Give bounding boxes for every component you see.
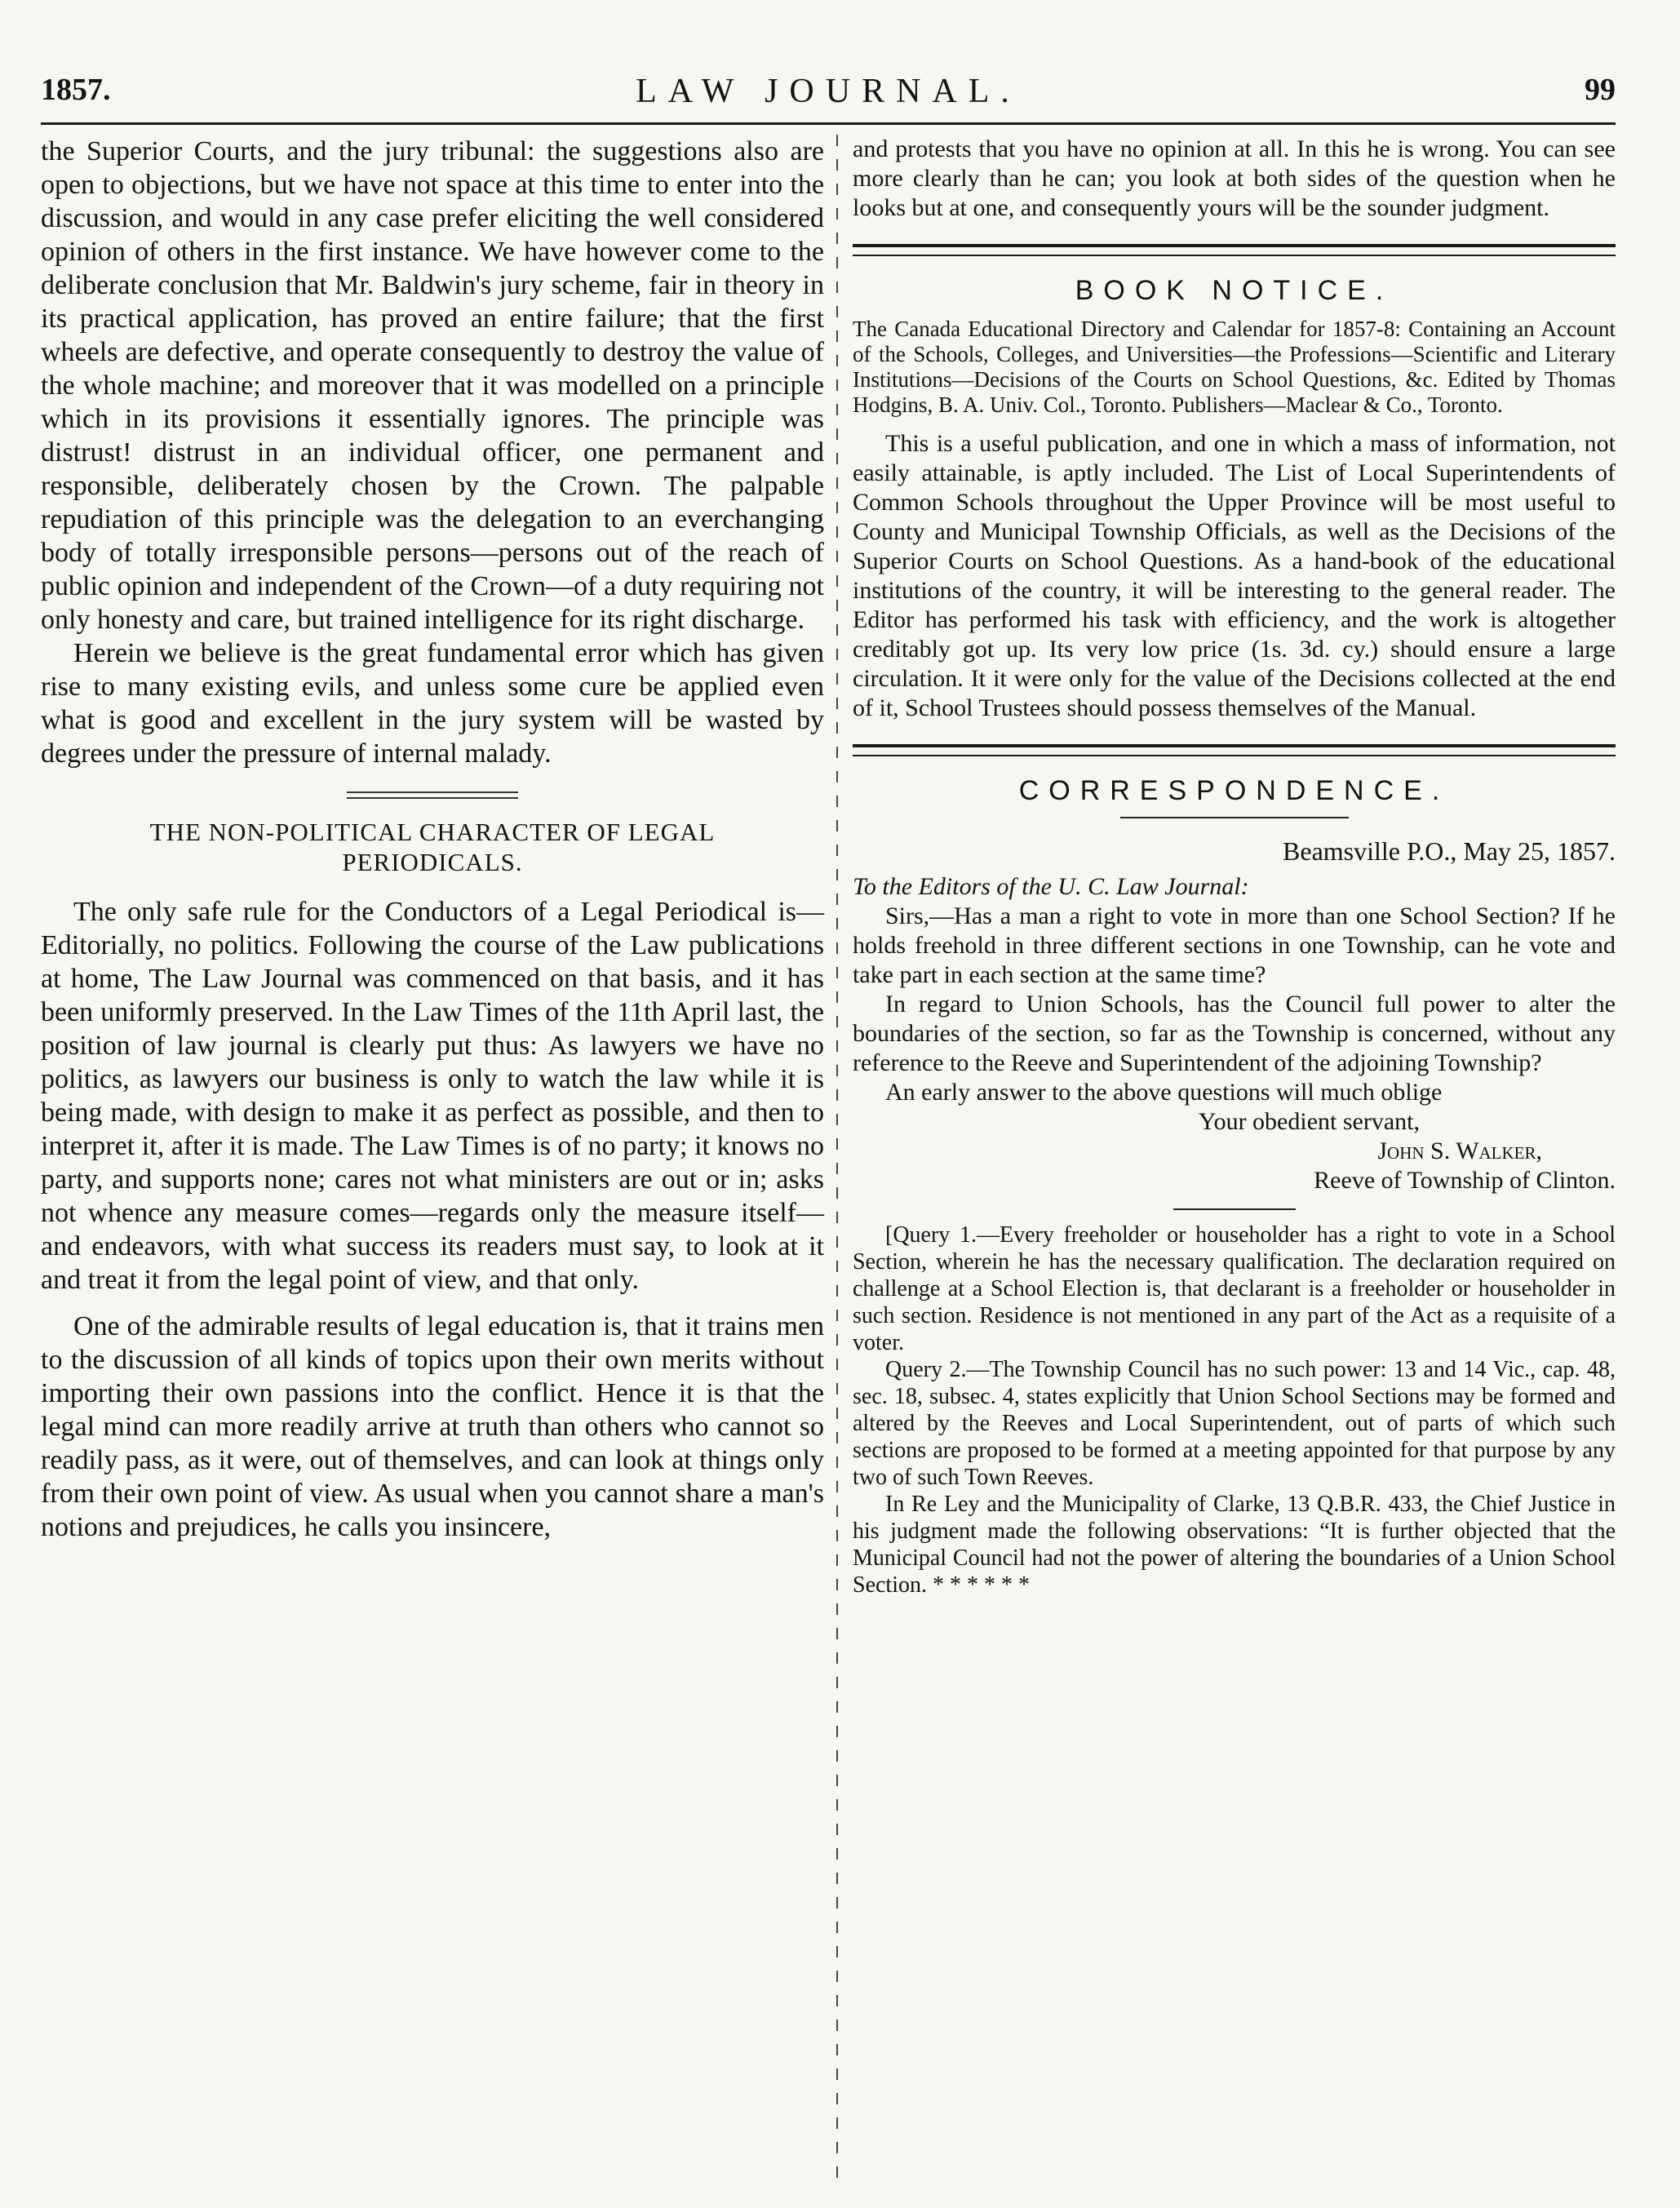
letter-question-1: Sirs,—Has a man a right to vote in more than one School Section? If he holds freehold in three different sections in one Township, can he vote and take part in each section at the same time? bbox=[853, 902, 1616, 988]
letter-dateline: Beamsville P.O., May 25, 1857. bbox=[1283, 836, 1616, 866]
book-review: This is a useful publication, and one in which a mass of information, not easily attainable, is aptly included. The List of Local Superintendents of Common Schools throughout the Upper Province will be most useful to County and Municipal Township Officials, as well as the Decisions of the Superior Courts on School Questions. As a hand-book of the educational institutions of the country, it will be interesting to the general reader. The Editor has performed his task with efficiency, and the work is altogether creditably got up. Its very low price (1s. 3d. cy.) should ensure a large circulation. It it were only for the value of the Decisions collected at the end of it, School Trustees should possess themselves of the Manual. bbox=[853, 430, 1616, 721]
continuation-paragraph: and protests that you have no opinion at all. In this he is wrong. You can see more clearly than he can; you look at both sides of the question when he looks but at one, and consequently yours will be the sounder judgment. bbox=[853, 135, 1616, 221]
book-reference: The Canada Educational Directory and Calendar for 1857-8: Containing an Account of the Schools, Colleges, and Universities—the Professions—Scientific and Literary Institutions—Decisions of the Courts on School Questions, &c. Edited by Thomas Hodgins, B. A. Univ. Col., Toronto. Publishers—Maclear & Co., Toronto. bbox=[853, 317, 1616, 417]
header-title: LAW JOURNAL. bbox=[636, 73, 1021, 110]
header-year: 1857. bbox=[41, 73, 111, 107]
signer-name: John S. Walker, bbox=[1377, 1137, 1542, 1164]
editor-reply-query-2: Query 2.—The Township Council has no such power: 13 and 14 Vic., cap. 48, sec. 18, subsec. 4, states explicitly that Union School Sections may be formed and altered by the Reeves and Local Superintendent, out of parts of which such sections are proposed to be formed at a meeting appointed for that purpose by any two of such Town Reeves. bbox=[853, 1357, 1616, 1490]
running-header bbox=[41, 72, 1616, 121]
left-column bbox=[41, 135, 824, 1544]
editor-reply-case-citation: In Re Ley and the Municipality of Clarke, 13 Q.B.R. 433, the Chief Justice in his judgment made the following observations: “It is further objected that the Municipal Council had not the power of altering the boundaries of a Union School Section. * * * * * * bbox=[853, 1492, 1616, 1598]
article-title: THE NON-POLITICAL CHARACTER OF LEGAL PERIODICALS. bbox=[149, 818, 716, 876]
book-notice-heading: BOOK NOTICE. bbox=[1075, 275, 1394, 306]
column-divider bbox=[836, 135, 838, 2183]
education-paragraph: One of the admirable results of legal education is, that it trains men to the discussion of all kinds of topics upon their own merits without importing their own passions into the conflict. Hence it is that the legal mind can more readily arrive at truth than others who cannot so readily pass, as it were, out of themselves, and can look at things only from their own point of view. As usual when you cannot share a man's notions and prejudices, he calls you insincere, bbox=[41, 1311, 824, 1542]
double-rule bbox=[853, 244, 1616, 256]
correspondence-heading: CORRESPONDENCE. bbox=[1018, 775, 1450, 806]
error-paragraph: Herein we believe is the great fundamental error which has given rise to many existing evils, and unless some cure be applied even what is good and excellent in the jury system will be wasted by degrees under the pressure of internal malady. bbox=[41, 638, 824, 769]
letter-question-2: In regard to Union Schools, has the Council full power to alter the boundaries of the section, so far as the Township is concerned, without any reference to the Reeve and Superintendent of the adjoining Township? bbox=[853, 991, 1616, 1076]
section-divider bbox=[347, 791, 518, 799]
jury-paragraph: the Superior Courts, and the jury tribunal: the suggestions also are open to objections, but we have not space at this time to enter into the discussion, and would in any case prefer eliciting the well considered opinion of others in the first instance. We have however come to the deliberate conclusion that Mr. Baldwin's jury scheme, fair in theory in its practical application, has proved an entire failure; that the first wheels are defective, and operate consequently to destroy the value of the whole machine; and moreover that it was modelled on a principle which in its provisions it essentially ignores. The principle was distrust! distrust in an individual officer, one permanent and responsible, deliberately chosen by the Crown. The palpable repudiation of this principle was the delegation to an everchanging body of totally irresponsible persons—persons out of the reach of public opinion and independent of the Crown—of a duty requiring not only honesty and care, but trained intelligence for its right discharge. bbox=[41, 136, 824, 635]
sign-off: Your obedient servant, bbox=[1198, 1108, 1420, 1135]
signer-title: Reeve of Township of Clinton. bbox=[1314, 1167, 1616, 1194]
page-number: 99 bbox=[1585, 73, 1616, 107]
politics-paragraph: The only safe rule for the Conductors of a Legal Periodical is—Editorially, no politics. Following the course of the Law publications at home, The Law Journal was commenced on that basis, and it has been uniformly preserved. In the Law Times of the 11th April last, the position of law journal is clearly put thus: As lawyers we have no politics, as lawyers our business is only to watch the law while it is being made, with design to make it as perfect as possible, and then to interpret it, after it is made. The Law Times is of no party; it knows no party, and supports none; cares not what ministers are out or in; asks not whence any measure comes—regards only the measure itself—and endeavors, with what success its readers must say, to look at it and treat it from the legal point of view, and that only. bbox=[41, 897, 824, 1295]
editor-reply-query-1: [Query 1.—Every freeholder or householder has a right to vote in a School Section, wherein he has the necessary qualification. The declaration required on challenge at a School Election is, that declarant is a freeholder or householder in such section. Residence is not mentioned in any part of the Act as a requisite of a voter. bbox=[853, 1222, 1616, 1355]
reply-rule bbox=[1173, 1208, 1296, 1210]
right-column bbox=[853, 135, 1616, 1598]
double-rule bbox=[853, 744, 1616, 756]
correspondence-rule bbox=[1120, 817, 1349, 818]
header-rule bbox=[41, 122, 1616, 125]
letter-closing: An early answer to the above questions will much oblige bbox=[885, 1079, 1443, 1106]
letter-salutation: To the Editors of the U. C. Law Journal: bbox=[853, 873, 1249, 900]
